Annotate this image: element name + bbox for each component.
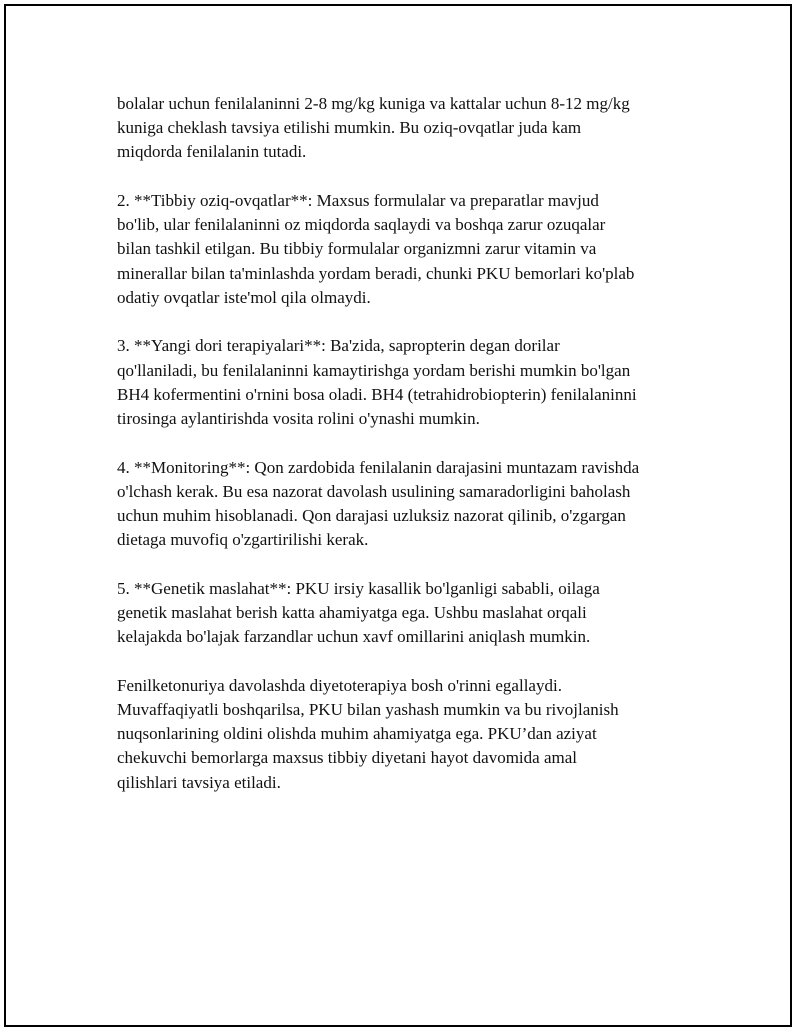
paragraph-medical-foods: 2. **Tibbiy oziq-ovqatlar**: Maxsus formulalar va preparatlar mavjud bo'lib, ular fenilalaninni oz miqdorda saqlaydi va boshqa zarur ozuqalar bilan tashkil etilgan. Bu tibbiy formulalar organizmni zarur vitamin va minerallar bilan ta'minlashda yordam beradi, chunki PKU bemorlari ko'plab odatiy ovqatlar iste'mol qila olmaydi. [117,191,635,307]
paragraph-genetic-counseling: 5. **Genetik maslahat**: PKU irsiy kasallik bo'lganligi sababli, oilaga genetik maslahat berish katta ahamiyatga ega. Ushbu maslahat orqali kelajakda bo'lajak farzandlar uchun xavf omillarini aniqlash mumkin. [117,578,600,647]
paragraph-intro-continuation: bolalar uchun fenilalaninni 2-8 mg/kg kuniga va kattalar uchun 8-12 mg/kg kuniga cheklash tavsiya etilishi mumkin. Bu oziq-ovqatlar juda kam miqdorda fenilalanin tutadi. [117,94,630,162]
document-body [117,92,707,819]
paragraph-drug-therapies: 3. **Yangi dori terapiyalari**: Ba'zida, sapropterin degan dorilar qo'llaniladi, bu fenilalaninni kamaytirishga yordam berishi mumkin bo'lgan BH4 kofermentini o'rnini bosa oladi. BH4 (tetrahidrobiopterin) fenilalaninni tirosinga aylantirishda vosita rolini o'ynashi mumkin. [117,336,637,429]
paragraph-monitoring: 4. **Monitoring**: Qon zardobida fenilalanin darajasini muntazam ravishda o'lchash kerak. Bu esa nazorat davolash usulining samaradorligini baholash uchun muhim hisoblanadi. Qon darajasi uzluksiz nazorat qilinib, o'zgargan dietaga muvofiq o'zgartirilishi kerak. [117,457,640,550]
paragraph-conclusion: Fenilketonuriya davolashda diyetoterapiya bosh o'rinni egallaydi. Muvaffaqiyatli boshqarilsa, PKU bilan yashash mumkin va bu rivojlanish nuqsonlarining oldini olishda muhim ahamiyatga ega. PKU’dan aziyat chekuvchi bemorlarga maxsus tibbiy diyetani hayot davomida amal qilishlari tavsiya etiladi. [117,675,619,792]
